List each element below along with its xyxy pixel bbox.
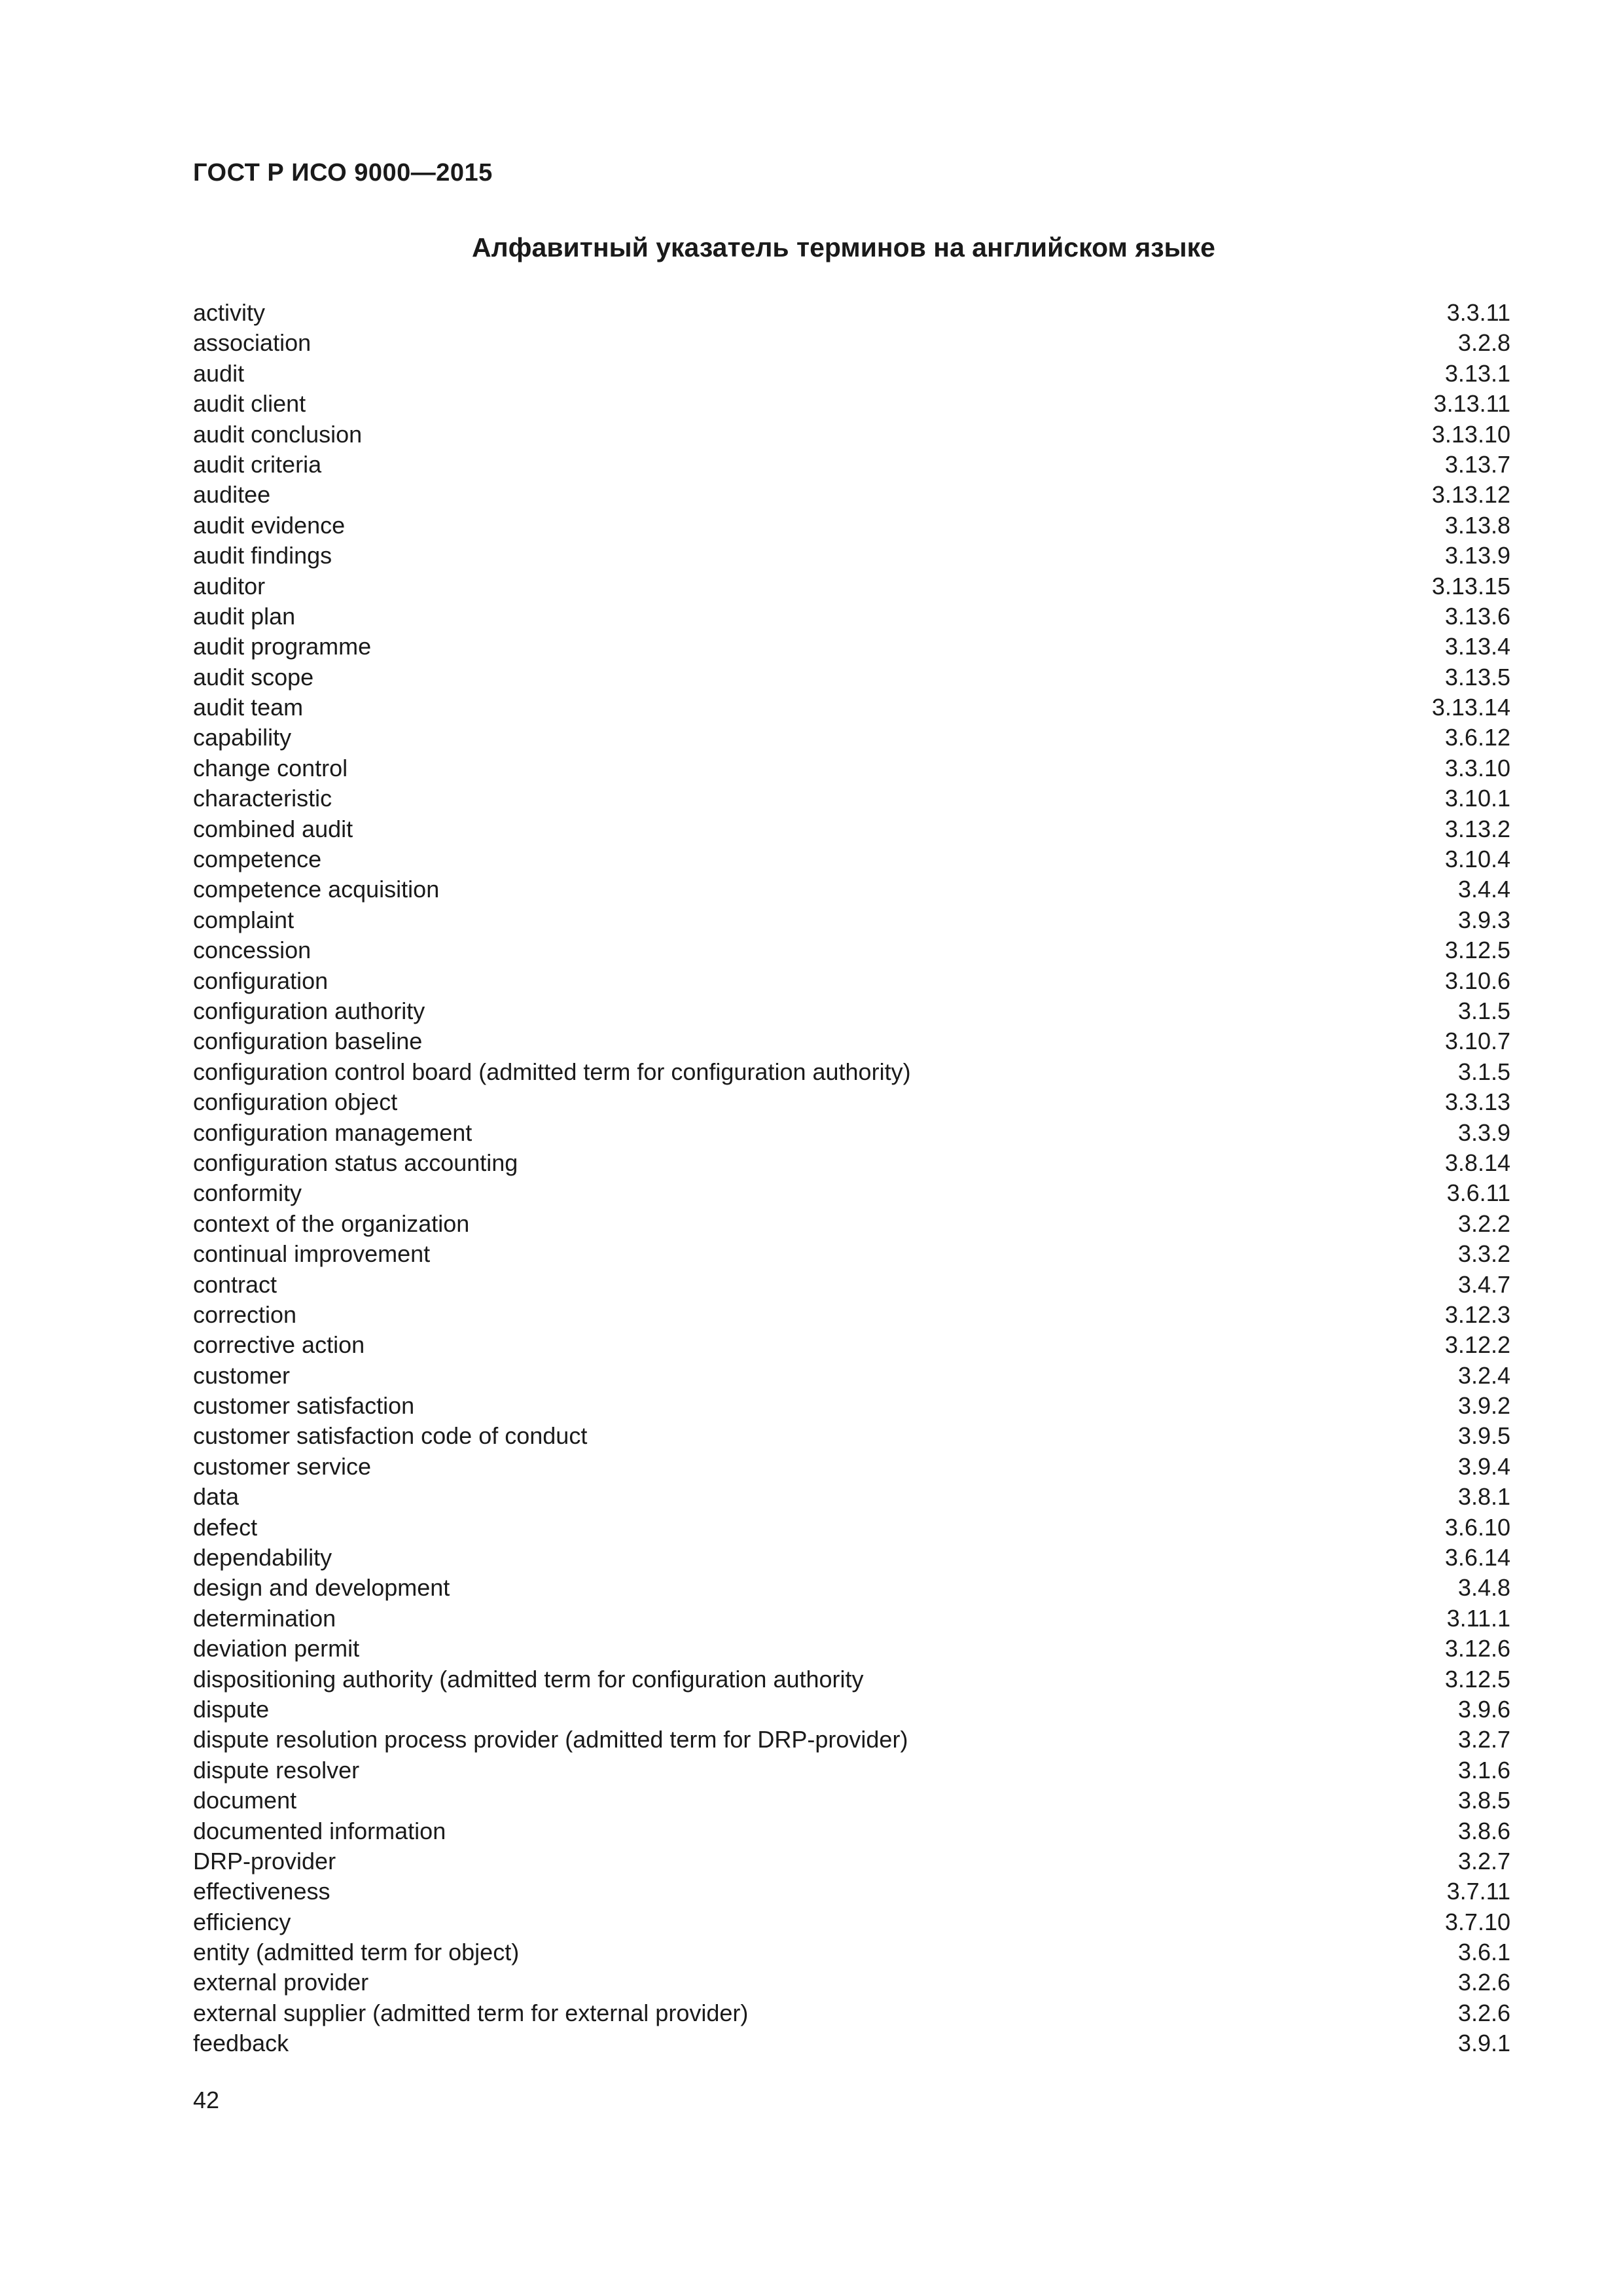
index-section-ref: 3.13.9 [1444,542,1510,569]
index-section-ref: 3.9.2 [1457,1392,1510,1420]
index-term: contract [193,1270,277,1298]
index-section-ref: 3.13.15 [1431,572,1510,600]
index-entry [193,1330,1510,1360]
index-term: audit plan [193,602,296,630]
index-entry [193,1118,1510,1148]
index-term: dispute resolver [193,1756,360,1784]
index-term: configuration baseline [193,1028,423,1055]
index-entry [193,814,1510,844]
index-section-ref: 3.2.4 [1457,1361,1510,1389]
index-entry [193,601,1510,632]
index-entry [193,1270,1510,1300]
index-term: design and development [193,1574,450,1602]
index-term: customer [193,1361,291,1389]
index-term: characteristic [193,785,332,812]
index-entry [193,783,1510,814]
index-section-ref: 3.13.2 [1444,815,1510,842]
index-term: change control [193,754,348,781]
index-term: configuration authority [193,997,425,1024]
index-term: dispositioning authority (admitted term for configuration authority [193,1665,864,1693]
index-term: efficiency [193,1908,291,1935]
index-term: competence acquisition [193,876,440,903]
index-section-ref: 3.11.1 [1446,1604,1510,1632]
index-term: entity (admitted term for object) [193,1939,520,1966]
index-section-ref: 3.1.6 [1457,1756,1510,1784]
index-term: conformity [193,1179,302,1207]
index-section-ref: 3.7.11 [1446,1878,1510,1905]
index-section-ref: 3.6.14 [1444,1544,1510,1571]
index-term: corrective action [193,1331,365,1359]
index-term: dependability [193,1544,332,1571]
index-section-ref: 3.13.5 [1444,663,1510,691]
index-term: configuration status accounting [193,1149,518,1176]
index-term: audit programme [193,633,372,660]
index-entry [193,1876,1510,1907]
index-entry [193,662,1510,692]
index-entry [193,1816,1510,1846]
index-section-ref: 3.1.5 [1457,997,1510,1024]
index-entry [193,1937,1510,1967]
index-entry [193,1421,1510,1451]
page-number: 42 [193,2087,220,2113]
index-section-ref: 3.13.8 [1444,511,1510,539]
index-entry [193,753,1510,783]
index-entry [193,1967,1510,1998]
index-term: correction [193,1300,297,1328]
index-entry [193,1239,1510,1269]
index-term: dispute [193,1695,270,1723]
index-term: concession [193,937,312,964]
index-entry [193,420,1510,450]
index-section-ref: 3.10.7 [1444,1028,1510,1055]
index-term: competence [193,846,322,873]
index-term: documented information [193,1817,446,1844]
index-term: document [193,1787,297,1814]
index-term: external provider [193,1969,369,1996]
index-entry [193,1178,1510,1208]
index-term: context of the organization [193,1210,470,1237]
index-section-ref: 3.13.14 [1431,694,1510,721]
index-section-ref: 3.13.10 [1431,420,1510,448]
index-entry [193,1300,1510,1330]
index-entry [193,2028,1510,2058]
index-entry [193,1513,1510,1543]
index-entry [193,1391,1510,1421]
index-section-ref: 3.10.1 [1444,785,1510,812]
index-section-ref: 3.13.6 [1444,602,1510,630]
index-term: continual improvement [193,1240,431,1268]
index-section-ref: 3.2.8 [1457,329,1510,357]
index-term: auditor [193,572,266,600]
term-index-list [193,298,1510,2059]
index-section-ref: 3.8.14 [1444,1149,1510,1176]
index-term: configuration object [193,1088,398,1116]
index-entry [193,692,1510,723]
index-term: audit client [193,390,306,418]
document-standard-header: ГОСТ Р ИСО 9000—2015 [193,159,493,187]
index-term: feedback [193,2030,289,2057]
index-entry [193,1209,1510,1239]
index-term: configuration [193,967,329,994]
index-section-ref: 3.6.10 [1444,1513,1510,1541]
index-entry [193,1361,1510,1391]
index-section-ref: 3.13.4 [1444,633,1510,660]
index-section-ref: 3.12.6 [1444,1635,1510,1662]
index-section-ref: 3.3.2 [1457,1240,1510,1268]
index-title: Алфавитный указатель терминов на английском языке [472,232,1215,262]
index-term: defect [193,1513,258,1541]
index-entry [193,1725,1510,1755]
index-entry [193,905,1510,935]
index-entry [193,328,1510,358]
index-entry [193,541,1510,571]
index-section-ref: 3.3.10 [1444,754,1510,781]
index-section-ref: 3.12.2 [1444,1331,1510,1359]
index-section-ref: 3.2.7 [1457,1726,1510,1753]
index-section-ref: 3.6.1 [1457,1939,1510,1966]
index-entry [193,1785,1510,1816]
index-term: audit scope [193,663,314,691]
index-section-ref: 3.3.13 [1444,1088,1510,1116]
index-entry [193,935,1510,965]
index-entry [193,1087,1510,1117]
index-section-ref: 3.9.1 [1457,2030,1510,2057]
index-term: external supplier (admitted term for external provider) [193,1999,749,2026]
index-section-ref: 3.12.5 [1444,1665,1510,1693]
index-entry [193,1907,1510,1937]
index-entry [193,511,1510,541]
index-section-ref: 3.4.4 [1457,876,1510,903]
index-entry [193,1846,1510,1876]
index-term: customer satisfaction code of conduct [193,1422,588,1450]
index-entry [193,450,1510,480]
index-term: capability [193,724,292,751]
index-section-ref: 3.13.7 [1444,450,1510,478]
index-section-ref: 3.4.7 [1457,1270,1510,1298]
index-entry [193,874,1510,905]
index-section-ref: 3.12.3 [1444,1300,1510,1328]
index-section-ref: 3.3.9 [1457,1119,1510,1146]
index-section-ref: 3.12.5 [1444,937,1510,964]
index-entry [193,996,1510,1026]
index-entry [193,966,1510,996]
index-section-ref: 3.13.12 [1431,481,1510,509]
index-entry [193,1026,1510,1056]
index-term: DRP-provider [193,1847,336,1874]
index-term: customer service [193,1452,372,1480]
index-entry [193,359,1510,389]
index-entry [193,571,1510,601]
index-term: audit findings [193,542,332,569]
index-section-ref: 3.10.4 [1444,846,1510,873]
index-term: audit criteria [193,450,322,478]
index-section-ref: 3.9.5 [1457,1422,1510,1450]
index-entry [193,298,1510,328]
index-term: complaint [193,906,294,933]
index-entry [193,1573,1510,1603]
index-term: activity [193,299,266,326]
index-entry [193,1057,1510,1087]
index-term: combined audit [193,815,353,842]
index-entry [193,480,1510,510]
index-term: auditee [193,481,271,509]
index-term: effectiveness [193,1878,330,1905]
index-term: data [193,1483,240,1511]
index-entry [193,1604,1510,1634]
index-term: customer satisfaction [193,1392,415,1420]
index-section-ref: 3.8.1 [1457,1483,1510,1511]
index-entry [193,1452,1510,1482]
index-section-ref: 3.8.5 [1457,1787,1510,1814]
index-section-ref: 3.6.12 [1444,724,1510,751]
index-entry [193,1543,1510,1573]
index-term: audit evidence [193,511,346,539]
index-term: association [193,329,312,357]
index-term: configuration management [193,1119,473,1146]
index-term: deviation permit [193,1635,360,1662]
index-section-ref: 3.13.1 [1444,359,1510,387]
index-section-ref: 3.4.8 [1457,1574,1510,1602]
index-entry [193,1664,1510,1695]
index-section-ref: 3.6.11 [1446,1179,1510,1207]
index-section-ref: 3.7.10 [1444,1908,1510,1935]
index-term: audit team [193,694,304,721]
index-section-ref: 3.9.6 [1457,1695,1510,1723]
index-term: dispute resolution process provider (admitted term for DRP-provider) [193,1726,908,1753]
index-section-ref: 3.2.6 [1457,1969,1510,1996]
index-section-ref: 3.2.6 [1457,1999,1510,2026]
index-section-ref: 3.10.6 [1444,967,1510,994]
index-entry [193,1998,1510,2028]
index-entry [193,1148,1510,1178]
index-section-ref: 3.1.5 [1457,1058,1510,1085]
index-term: audit [193,359,245,387]
index-entry [193,723,1510,753]
index-section-ref: 3.2.7 [1457,1847,1510,1874]
index-section-ref: 3.3.11 [1446,299,1510,326]
index-entry [193,1634,1510,1664]
index-entry [193,844,1510,874]
index-entry [193,1695,1510,1725]
index-term: configuration control board (admitted term for configuration authority) [193,1058,911,1085]
index-entry [193,1482,1510,1512]
index-section-ref: 3.8.6 [1457,1817,1510,1844]
index-section-ref: 3.2.2 [1457,1210,1510,1237]
index-entry [193,632,1510,662]
index-entry [193,389,1510,419]
index-section-ref: 3.9.4 [1457,1452,1510,1480]
index-term: determination [193,1604,336,1632]
index-section-ref: 3.9.3 [1457,906,1510,933]
index-entry [193,1755,1510,1785]
index-section-ref: 3.13.11 [1433,390,1510,418]
index-term: audit conclusion [193,420,363,448]
